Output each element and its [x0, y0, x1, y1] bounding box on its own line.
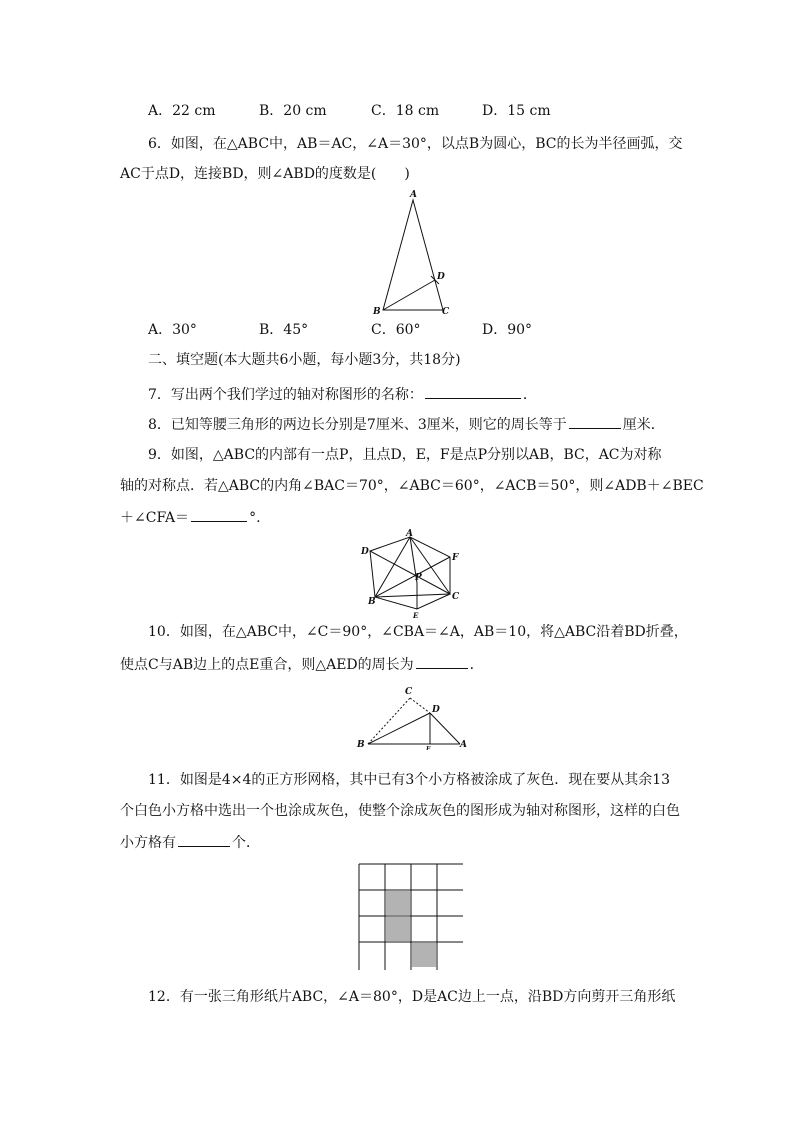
q9-text-end: °. [249, 510, 261, 526]
q6-option-b: B．45° [259, 322, 309, 338]
q5-option-a: A．22 cm [148, 103, 216, 119]
q10-figure [350, 682, 475, 750]
q9-line-1: 9．如图，△ABC的内部有一点P，且点D，E，F是点P分别以AB，BC，AC为对称 [148, 447, 662, 463]
shaded-cell [386, 891, 410, 915]
q9-label-e: E [413, 611, 419, 619]
q8-line [148, 414, 665, 435]
q6-label-b: B [373, 307, 381, 317]
q10-line-1: 10．如图，在△ABC中，∠C＝90°，∠CBA＝∠A，AB＝10，将△ABC沿着BD折叠， [148, 624, 688, 640]
q12-line-1: 12．有一张三角形纸片ABC，∠A＝80°，D是AC边上一点，沿BD方向剪开三角形纸 [148, 989, 676, 1005]
q9-figure [355, 527, 470, 619]
q8-text: 8．已知等腰三角形的两边长分别是7厘米、3厘米，则它的周长等于 [148, 417, 567, 433]
q11-grid-figure [358, 862, 466, 972]
q6-line-1: 6．如图，在△ABC中，AB＝AC，∠A＝30°，以点B为圆心，BC的长为半径画弧，交 [148, 136, 683, 152]
q9-label-f: F [452, 553, 459, 563]
q11-line-2: 个白色小方格中选出一个也涂成灰色，使整个涂成灰色的图形成为轴对称图形，这样的白色 [120, 803, 680, 819]
q9-label-p: P [415, 573, 422, 583]
q10-answer-blank [416, 654, 468, 669]
q6-segment-bd [383, 280, 435, 310]
q9-line-2: 轴的对称点．若△ABC的内角∠BAC＝70°，∠ABC＝60°，∠ACB＝50°，则∠ADB＋∠BEC [120, 478, 704, 494]
q10-segment-ad [430, 713, 460, 744]
q9-label-c: C [452, 592, 460, 602]
q9-label-d: D [361, 547, 369, 557]
q7-end: ． [522, 387, 537, 403]
q8-answer-blank [569, 414, 621, 429]
q10-text-start: 使点C与AB边上的点E重合，则△AED的周长为 [120, 657, 414, 673]
q10-line-2 [120, 654, 484, 675]
q7-answer-blank [425, 384, 521, 399]
shaded-cell [412, 943, 436, 967]
q6-figure [365, 186, 465, 318]
q9-line-3 [120, 507, 261, 528]
q11-line-3 [120, 832, 260, 853]
q6-option-c: C．60° [371, 322, 421, 338]
q11-answer-blank [178, 832, 230, 847]
q10-segment-bd [368, 713, 430, 744]
q6-line-2: AC于点D，连接BD，则∠ABD的度数是( ) [120, 166, 410, 182]
q10-label-a: A [460, 740, 467, 750]
q5-option-c: C．18 cm [371, 103, 440, 119]
q6-option-d: D．90° [482, 322, 533, 338]
q5-option-b: B．20 cm [259, 103, 327, 119]
q6-option-a: A．30° [148, 322, 197, 338]
q6-label-a: A [410, 190, 417, 200]
q6-label-c: C [442, 307, 450, 317]
q9-text-start: ＋∠CFA＝ [120, 510, 190, 526]
q10-label-c: C [405, 687, 413, 697]
q10-text-end: ． [469, 657, 484, 673]
q10-label-b: B [357, 740, 365, 750]
q9-label-b: B [368, 597, 376, 607]
q11-text-end: 个． [232, 835, 260, 851]
q5-option-d: D．15 cm [482, 103, 551, 119]
q8-end: 厘米． [622, 417, 665, 433]
q11-line-1: 11．如图是4×4的正方形网格，其中已有3个小方格被涂成了灰色．现在要从其余13 [148, 772, 671, 788]
q7-line [148, 384, 537, 405]
shaded-cell [386, 917, 410, 941]
q11-text-start: 小方格有 [120, 835, 176, 851]
q10-label-d: D [432, 705, 440, 715]
q9-answer-blank [191, 507, 247, 522]
q7-text: 7．写出两个我们学过的轴对称图形的名称： [148, 387, 423, 403]
q9-label-a: A [406, 529, 413, 539]
q10-label-e: E [426, 746, 431, 750]
section-2-title: 二、填空题(本大题共6小题，每小题3分，共18分) [148, 352, 461, 368]
q9-segment-dc [370, 551, 450, 594]
q10-segment-cd-dashed [410, 698, 430, 713]
q6-triangle [383, 200, 443, 310]
q6-label-d: D [437, 272, 445, 282]
q10-segment-bc-dashed [368, 698, 410, 744]
